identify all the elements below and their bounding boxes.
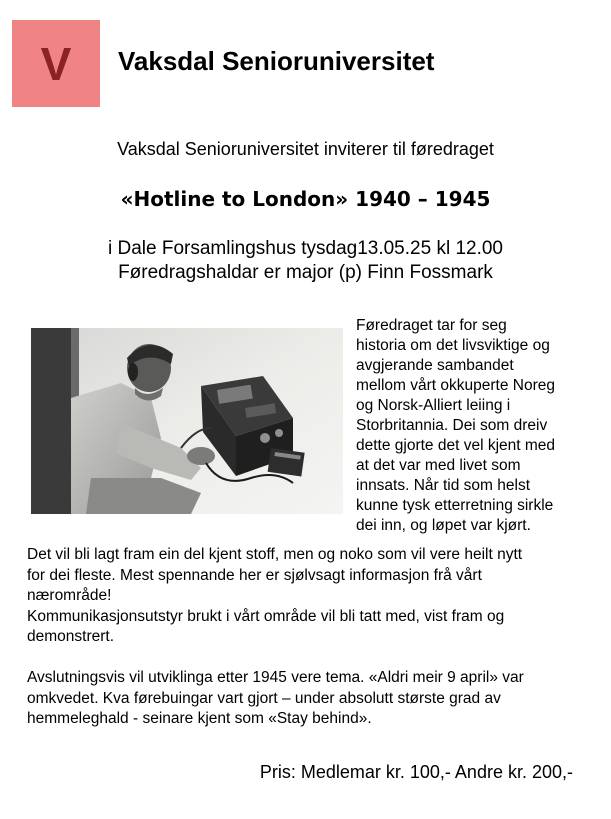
invite-line: Vaksdal Senioruniversitet inviterer til føredraget: [117, 139, 494, 159]
side-paragraph-line: avgjerande sambandet: [356, 357, 514, 374]
speaker-line: Føredragshaldar er major (p) Finn Fossmark: [118, 262, 493, 283]
lecture-title: «Hotline to London» 1940 – 1945: [120, 187, 491, 211]
side-paragraph-line: mellom vårt okkuperte Noreg: [356, 377, 555, 394]
paragraph-line: for dei fleste. Mest spennande her er sjølvsagt informasjon frå vårt: [27, 566, 482, 584]
price-line: Pris: Medlemar kr. 100,- Andre kr. 200,-: [259, 762, 573, 782]
paragraph-line: Det vil bli lagt fram ein del kjent stoff, men og noko som vil vere heilt nytt: [27, 546, 523, 563]
paragraph-closing: [27, 668, 587, 730]
logo-letter: V: [40, 37, 72, 90]
side-paragraph-line: og Norsk-Alliert leiing i: [356, 397, 511, 414]
side-paragraph-line: historia om det livsviktige og: [356, 337, 550, 354]
paragraph-content: [27, 545, 587, 648]
paragraph-line: demonstrert.: [27, 628, 115, 645]
paragraph-line: Kommunikasjonsutstyr brukt i vårt område vil bli tatt med, vist fram og: [27, 607, 505, 625]
venue-line: i Dale Forsamlingshus tysdag13.05.25 kl 12.00: [107, 238, 503, 259]
side-paragraph-line: Føredraget tar for seg: [356, 317, 507, 334]
side-paragraph-line: at det var med livet som: [356, 457, 521, 474]
radio-operator-photo: [31, 328, 343, 514]
paragraph-line: nærområde!: [27, 587, 112, 604]
side-paragraph-line: kunne tysk etterretning sirkle: [356, 497, 554, 514]
side-paragraph-line: Storbritannia. Dei som dreiv: [356, 417, 548, 434]
paragraph-line: omkvedet. Kva førebuingar vart gjort – under absolutt største grad av: [27, 689, 501, 707]
paragraph-line: Avslutningsvis vil utviklinga etter 1945 vere tema. «Aldri meir 9 april» var: [27, 669, 524, 686]
side-paragraph-line: innsats. Når tid som helst: [356, 477, 531, 494]
side-paragraph-line: dei inn, og løpet var kjørt.: [356, 517, 531, 534]
logo: [12, 20, 100, 107]
paragraph-line: hemmeleghald - seinare kjent som «Stay behind».: [27, 710, 372, 727]
side-paragraph-line: dette gjorte det vel kjent med: [356, 437, 556, 454]
side-paragraph: [356, 316, 606, 536]
organization-title: Vaksdal Senioruniversitet: [118, 46, 435, 76]
